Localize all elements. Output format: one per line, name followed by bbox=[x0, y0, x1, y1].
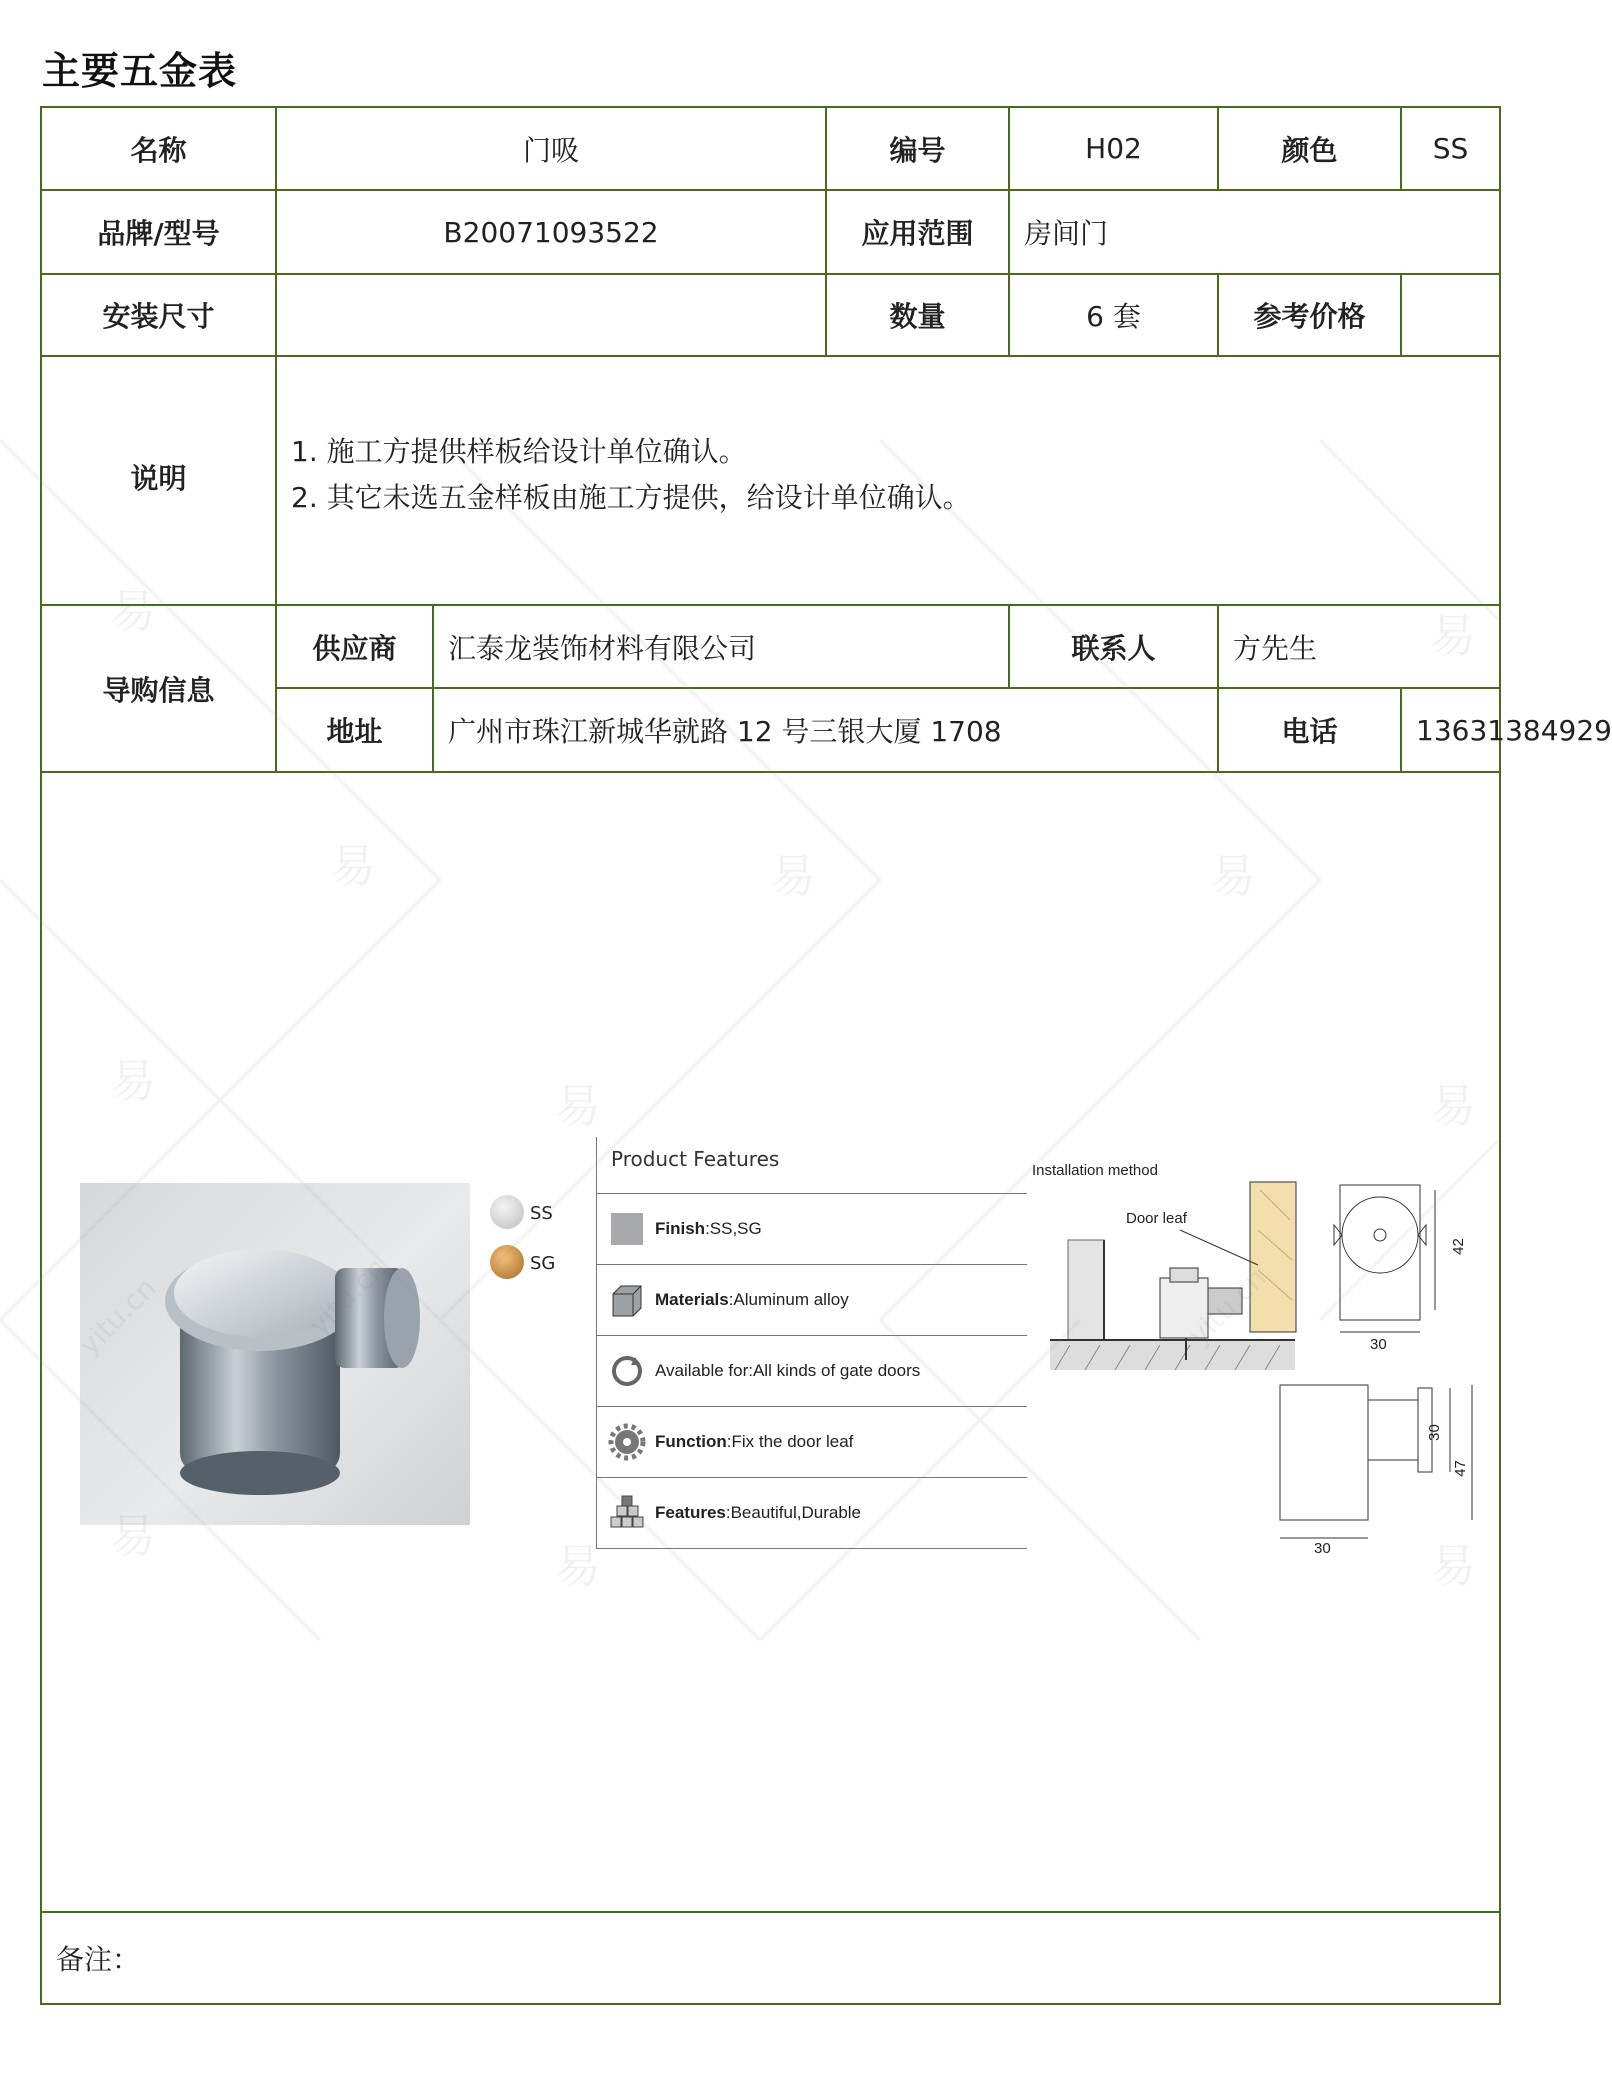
address-value: 广州市珠江新城华就路 12 号三银大厦 1708 bbox=[433, 688, 1218, 772]
address-label: 地址 bbox=[276, 688, 433, 772]
ss-swatch-label: SS bbox=[530, 1203, 553, 1224]
purchase-label: 导购信息 bbox=[41, 605, 276, 772]
dim-42: 42 bbox=[1449, 1238, 1467, 1255]
watermark: 易 bbox=[1430, 1079, 1476, 1133]
feature-text: :SS,SG bbox=[705, 1219, 762, 1238]
watermark: 易 bbox=[555, 1079, 601, 1133]
blocks-icon bbox=[607, 1493, 647, 1533]
finish-swatch-icon bbox=[607, 1209, 647, 1249]
install-title: Installation method bbox=[1032, 1162, 1158, 1179]
door-stopper-image bbox=[80, 1183, 470, 1525]
feature-head: Function bbox=[655, 1432, 727, 1451]
contact-label: 联系人 bbox=[1009, 605, 1218, 688]
installation-diagram bbox=[1030, 1160, 1490, 1580]
feature-head: Finish bbox=[655, 1219, 706, 1238]
door-leaf-label: Door leaf bbox=[1126, 1210, 1187, 1227]
qty-label: 数量 bbox=[826, 274, 1009, 356]
feature-row bbox=[597, 1406, 1027, 1477]
feature-row bbox=[597, 1335, 1027, 1406]
watermark: 易 bbox=[1210, 849, 1256, 903]
refresh-icon bbox=[607, 1351, 647, 1391]
price-label: 参考价格 bbox=[1218, 274, 1401, 356]
feature-text: :Fix the door leaf bbox=[726, 1432, 854, 1451]
watermark: 易 bbox=[110, 1054, 156, 1108]
description-label: 说明 bbox=[41, 356, 276, 605]
supplier-label: 供应商 bbox=[276, 605, 433, 688]
watermark: 易 bbox=[1430, 609, 1476, 663]
name-value: 门吸 bbox=[276, 107, 826, 190]
feature-row bbox=[597, 1477, 1027, 1549]
page-title: 主要五金表 bbox=[42, 49, 238, 93]
dim-30-top: 30 bbox=[1370, 1336, 1387, 1353]
size-label: 安装尺寸 bbox=[41, 274, 276, 356]
ss-swatch-icon bbox=[490, 1195, 524, 1229]
sg-swatch-icon bbox=[490, 1245, 524, 1279]
watermark: 易 bbox=[110, 1509, 156, 1563]
feature-head: Materials bbox=[655, 1290, 729, 1309]
installation-drawing bbox=[1030, 1160, 1490, 1580]
phone-value: 13631384929 bbox=[1401, 688, 1500, 772]
product-photo bbox=[80, 1183, 470, 1525]
brand-value: B20071093522 bbox=[276, 190, 826, 274]
dim-47: 47 bbox=[1451, 1460, 1469, 1477]
dim-30-side: 30 bbox=[1425, 1424, 1443, 1441]
watermark: 易 bbox=[555, 1539, 601, 1593]
feature-text: :Beautiful,Durable bbox=[725, 1503, 862, 1522]
scope-value: 房间门 bbox=[1009, 190, 1500, 274]
gear-icon bbox=[607, 1422, 647, 1462]
feature-text: Available for:All kinds of gate doors bbox=[655, 1361, 921, 1380]
supplier-value: 汇泰龙装饰材料有限公司 bbox=[433, 605, 1009, 688]
size-value bbox=[276, 274, 826, 356]
qty-value: 6 套 bbox=[1009, 274, 1218, 356]
code-label: 编号 bbox=[826, 107, 1009, 190]
contact-value: 方先生 bbox=[1218, 605, 1500, 688]
phone-label: 电话 bbox=[1218, 688, 1401, 772]
description-line: 2. 其它未选五金样板由施工方提供，给设计单位确认。 bbox=[291, 481, 971, 514]
scope-label: 应用范围 bbox=[826, 190, 1009, 274]
features-title: Product Features bbox=[611, 1147, 780, 1171]
remarks-label: 备注： bbox=[41, 1912, 1500, 2004]
description-line: 1. 施工方提供样板给设计单位确认。 bbox=[291, 435, 747, 468]
watermark: 易 bbox=[330, 839, 376, 893]
feature-row bbox=[597, 1264, 1027, 1335]
brand-label: 品牌/型号 bbox=[41, 190, 276, 274]
color-label: 颜色 bbox=[1218, 107, 1401, 190]
watermark: 易 bbox=[770, 849, 816, 903]
sg-swatch-label: SG bbox=[530, 1253, 556, 1274]
color-value: SS bbox=[1401, 107, 1500, 190]
hardware-table bbox=[40, 106, 1612, 2005]
watermark: 易 bbox=[110, 584, 156, 638]
feature-head: Features bbox=[655, 1503, 726, 1522]
dim-30-bottom: 30 bbox=[1314, 1540, 1331, 1557]
price-value bbox=[1401, 274, 1500, 356]
feature-row bbox=[597, 1193, 1027, 1264]
name-label: 名称 bbox=[41, 107, 276, 190]
code-value: H02 bbox=[1009, 107, 1218, 190]
feature-text: :Aluminum alloy bbox=[728, 1290, 849, 1309]
cube-icon bbox=[607, 1280, 647, 1320]
watermark: 易 bbox=[1430, 1539, 1476, 1593]
description-text bbox=[276, 356, 1500, 605]
product-features-panel bbox=[596, 1137, 1027, 1549]
